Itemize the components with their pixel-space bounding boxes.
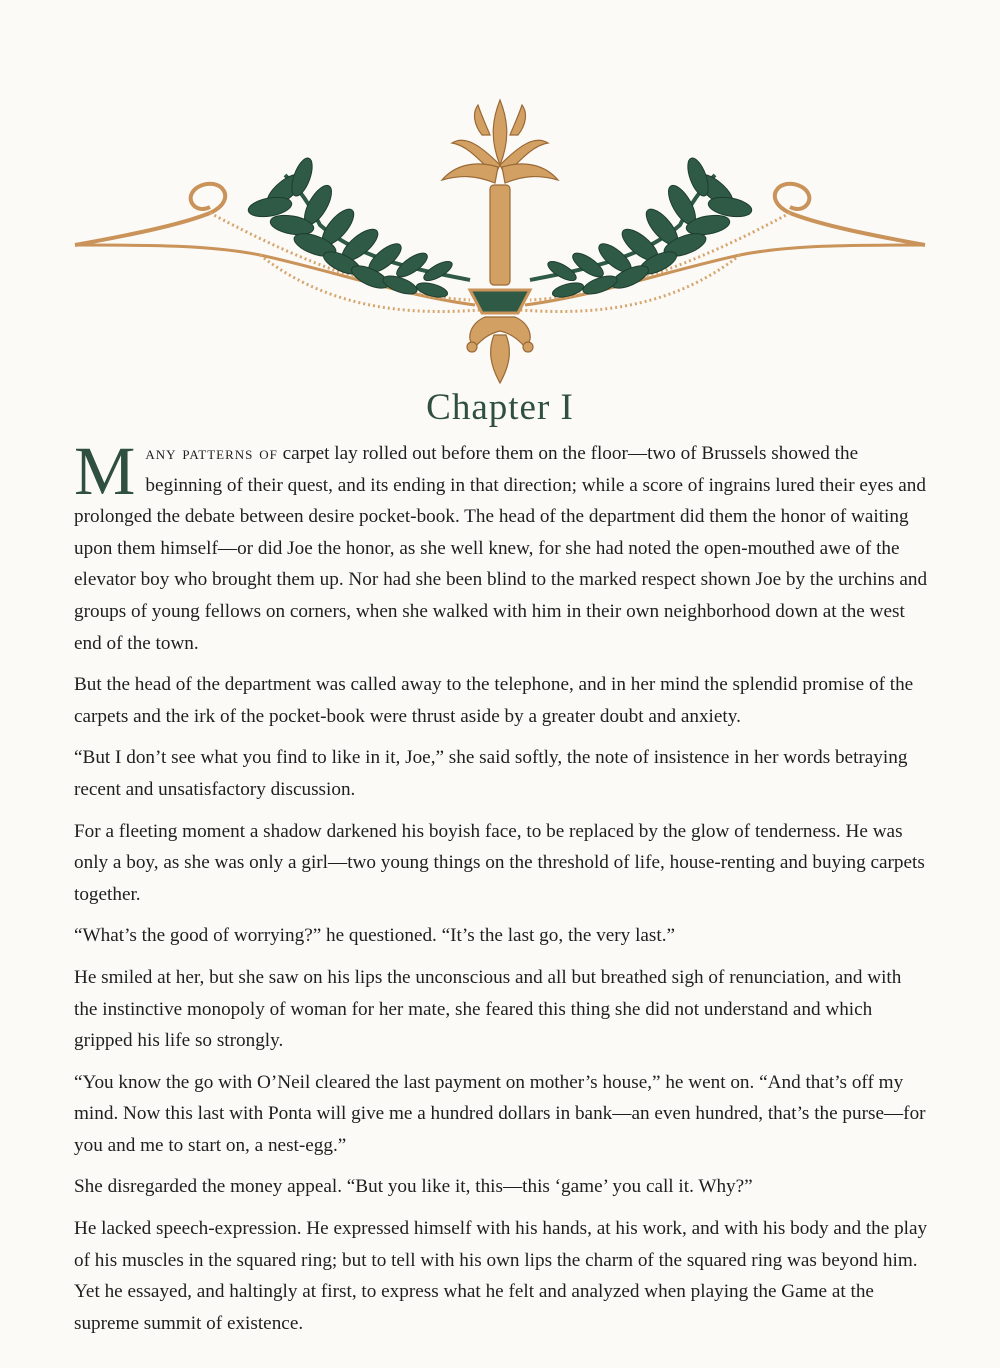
lead-words: any patterns of [145, 443, 278, 464]
paragraph: For a fleeting moment a shadow darkened his boyish face, to be replaced by the glow of tenderness. He was only a boy, as she was only a girl—two young things on the threshold of life, house-renting and buying carpets together. [74, 820, 925, 905]
paragraph: He smiled at her, but she saw on his lips the unconscious and all but breathed sigh of renunciation, and with the instinctive monopoly of woman for her mate, she feared this thing she did not understand and which gripped his life so strongly. [74, 966, 902, 1052]
paragraph: But the head of the department was called away to the telephone, and in her mind the splendid promise of the carpets and the irk of the pocket-book were thrust aside by a greater doubt and anxiety. [74, 674, 914, 727]
paragraph-text: carpet lay rolled out before them on the floor—two of Brussels showed the beginning of their quest, and its ending in that direction; while a score of ingrains lured their eyes and prolonged the debate between desire pocket-book. The head of the department did them the honor of waiting upon them himself—or did Joe the honor, as she well knew, for she had noted the open-mouthed awe of the elevator boy who brought them up. Nor had she been blind to the marked respect shown Joe by the urchins and groups of young fellows on corners, when she walked with him in their own neighborhood down at the west end of the town. [74, 443, 928, 654]
acanthus-garland-icon [70, 95, 930, 390]
chapter-header-ornament [70, 95, 930, 390]
drop-cap: M [74, 433, 136, 509]
paragraph: “But I don’t see what you find to like in it, Joe,” she said softly, the note of insistence in her words betraying recent and unsatisfactory discussion. [74, 747, 908, 800]
chapter-body [74, 433, 929, 1349]
paragraph: “You know the go with O’Neil cleared the last payment on mother’s house,” he went on. “And that’s off my mind. Now this last with Ponta will give me a hundred dollars in bank—an even hundred, that’s the purse—for you and me to start on, a nest-egg.” [74, 1071, 926, 1156]
paragraph: She disregarded the money appeal. “But you like it, this—this ‘game’ you call it. Why?” [74, 1176, 753, 1198]
paragraph: He lacked speech-expression. He expressed himself with his hands, at his work, and with his body and the play of his muscles in the squared ring; but to tell with his own lips the charm of the squared ring was beyond him. Yet he essayed, and haltingly at first, to express what he felt and analyzed when playing the Game at the supreme summit of existence. [74, 1218, 928, 1334]
paragraph [74, 433, 929, 659]
paragraph: “What’s the good of worrying?” he questioned. “It’s the last go, the very last.” [74, 925, 676, 947]
chapter-title: Chapter I [426, 387, 574, 428]
